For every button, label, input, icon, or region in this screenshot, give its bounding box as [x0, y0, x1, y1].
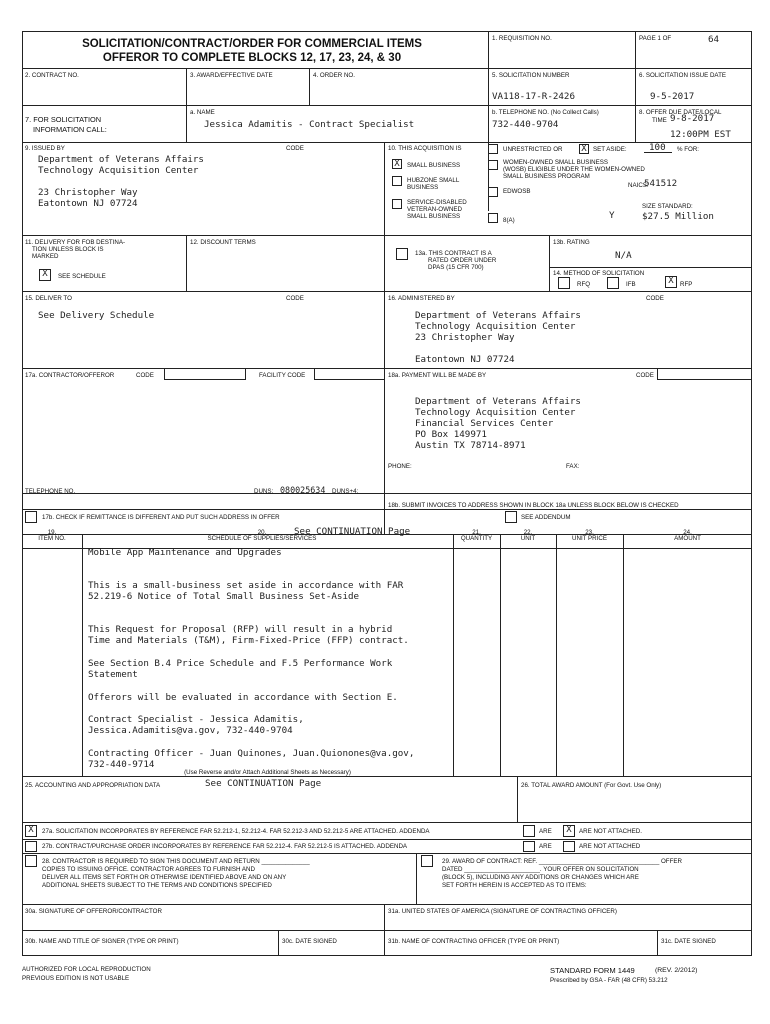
see-schedule-checkbox[interactable]: X — [39, 269, 51, 281]
issue-date-label: 6. SOLICITATION ISSUE DATE — [639, 72, 726, 79]
b27b-checkbox[interactable] — [25, 841, 37, 852]
col19-header: ITEM NO. — [38, 535, 66, 542]
b29-text: SET FORTH HEREIN IS ACCEPTED AS TO ITEMS: — [442, 882, 587, 889]
order-no-label: 4. ORDER NO. — [313, 72, 355, 79]
eight-a-label: 8(A) — [503, 217, 515, 224]
b27b-label: 27b. CONTRACT/PURCHASE ORDER INCORPORATES BY REFERENCE FAR 52.212-4. FAR 52.212-5 IS ATTACHED. ADDENDA — [42, 843, 408, 850]
sdvosb-label: SMALL BUSINESS — [407, 213, 461, 220]
rated-label: RATED ORDER UNDER — [428, 257, 497, 264]
sf1449-form — [22, 31, 752, 956]
code-label: CODE — [646, 295, 664, 302]
b27a-label: 27a. SOLICITATION INCORPORATES BY REFERENCE FAR 52.212-1, 52.212-4. FAR 52.212-3 AND 52.212-5 ARE ATTACHED. ADDENDA — [42, 828, 430, 835]
col24-num: 24. — [683, 529, 692, 536]
b27b-are-checkbox[interactable] — [523, 841, 535, 852]
requisition-label: 1. REQUISITION NO. — [492, 35, 552, 42]
b28-text: 28. CONTRACTOR IS REQUIRED TO SIGN THIS DOCUMENT AND RETURN ______________ — [42, 858, 310, 865]
hubzone-label: HUBZONE SMALL — [407, 177, 460, 184]
name-label: a. NAME — [190, 109, 215, 116]
acquisition-label: 10. THIS ACQUISITION IS — [388, 145, 462, 152]
rfp-label: RFP — [680, 281, 693, 288]
rule — [416, 853, 417, 904]
b28-text: COPIES TO ISSUING OFFICE. CONTRACTOR AGREES TO FURNISH AND — [42, 866, 255, 873]
rule — [22, 853, 752, 854]
rated-order-checkbox[interactable] — [396, 248, 408, 260]
item-description — [88, 547, 508, 770]
item-paragraph: Offerors will be evaluated in accordance with Section E. — [88, 692, 398, 703]
offer-due-date: 9-8-2017 — [670, 113, 715, 124]
edwosb-label: EDWOSB — [503, 188, 531, 195]
issue-date: 9-5-2017 — [650, 91, 695, 102]
see-schedule-label: SEE SCHEDULE — [58, 273, 106, 280]
rule — [635, 105, 636, 142]
delivery-label: 11. DELIVERY FOR FOB DESTINA- — [25, 239, 126, 246]
rule — [22, 955, 752, 956]
rule — [186, 68, 187, 105]
offer-due-time: 12:00PM EST — [670, 129, 731, 140]
rule — [22, 822, 752, 823]
col20-value: See CONTINUATION Page — [294, 526, 411, 537]
item-paragraph: Mobile App Maintenance and Upgrades — [88, 547, 282, 558]
contact-name: Jessica Adamitis - Contract Specialist — [204, 119, 415, 130]
set-aside-label: SET ASIDE: — [593, 146, 627, 153]
see-addendum-checkbox[interactable] — [505, 511, 517, 523]
rule — [22, 235, 752, 236]
set-aside-pct: 100 — [649, 142, 666, 153]
page-total: 64 — [708, 34, 720, 45]
rule — [309, 68, 310, 105]
rule — [623, 534, 624, 776]
contract-no-label: 2. CONTRACT NO. — [25, 72, 79, 79]
award-date-label: 3. AWARD/EFFECTIVE DATE — [190, 72, 273, 79]
payment-code-box[interactable] — [657, 368, 752, 380]
are-label: ARE — [539, 843, 552, 850]
contact-phone: 732-440-9704 — [492, 119, 559, 130]
rule — [82, 534, 83, 776]
col22-header: UNIT — [520, 535, 536, 542]
rule — [549, 235, 550, 291]
co-name-label: 31b. NAME OF CONTRACTING OFFICER (TYPE OR PRINT) — [388, 938, 560, 945]
b27a-checkbox[interactable]: X — [25, 825, 37, 837]
rule — [488, 31, 489, 211]
sig-co-label: 31a. UNITED STATES OF AMERICA (SIGNATURE OF CONTRACTING OFFICER) — [388, 908, 617, 915]
are-not-label: ARE NOT ATTACHED. — [579, 828, 642, 835]
accounting-value: See CONTINUATION Page — [205, 778, 322, 789]
rating-value: N/A — [615, 250, 632, 261]
rating-label: 13b. RATING — [553, 239, 590, 246]
b29-checkbox[interactable] — [421, 855, 433, 867]
accounting-label: 25. ACCOUNTING AND APPROPRIATION DATA — [25, 782, 161, 789]
rfq-checkbox[interactable] — [558, 277, 570, 289]
size-std-label: SIZE STANDARD: — [642, 203, 693, 210]
administered-line: Eatontown NJ 07724 — [415, 354, 515, 365]
sdvosb-checkbox[interactable] — [392, 199, 402, 209]
duns4-label: DUNS+4: — [332, 488, 359, 495]
solicitation-no: VA118-17-R-2426 — [492, 91, 575, 102]
b29-text: DATED ______________________. YOUR OFFER ON SOLICITATION — [442, 866, 639, 873]
payment-line: Financial Services Center — [415, 418, 554, 429]
b27b-not-attached-checkbox[interactable] — [563, 841, 575, 852]
footer-authorized: AUTHORIZED FOR LOCAL REPRODUCTION — [22, 966, 151, 973]
rule — [657, 930, 658, 956]
issued-by-label: 9. ISSUED BY — [25, 145, 65, 152]
issued-by-line: Department of Veterans Affairs — [38, 154, 204, 165]
b29-text: 29. AWARD OF CONTRACT: REF. ___________________________________ OFFER — [442, 858, 682, 865]
eight-a-checkbox[interactable] — [488, 213, 498, 223]
naics-code: 541512 — [644, 178, 678, 189]
footer-previous: PREVIOUS EDITION IS NOT USABLE — [22, 975, 130, 982]
size-std: $27.5 Million — [642, 211, 714, 222]
col22-num: 22. — [523, 529, 533, 536]
edwosb-checkbox[interactable] — [488, 187, 498, 197]
rule — [22, 904, 752, 905]
code-label: CODE — [636, 372, 654, 379]
item-paragraph: Contract Specialist - Jessica Adamitis, Jessica.Adamitis@va.gov, 732-440-9704 — [88, 714, 304, 736]
page-label: PAGE 1 OF — [639, 35, 672, 42]
facility-code-box[interactable] — [314, 368, 384, 380]
method-label: 14. METHOD OF SOLICITATION — [553, 270, 645, 277]
rated-label: DPAS (15 CFR 700) — [428, 264, 484, 271]
item-paragraph: Contracting Officer - Juan Quinones, Juan.Quionones@va.gov, 732-440-9714 — [88, 748, 415, 770]
code-label: CODE — [136, 372, 154, 379]
hubzone-label: BUSINESS — [407, 184, 439, 191]
unrestricted-checkbox[interactable] — [488, 144, 498, 154]
rule — [186, 105, 187, 142]
phone-label: b. TELEPHONE NO. (No Collect Calls) — [492, 109, 599, 116]
wosb-label: (WOSB) ELIGIBLE UNDER THE WOMEN-OWNED — [503, 166, 645, 173]
rule — [22, 493, 384, 494]
phone-label: PHONE: — [388, 463, 412, 470]
hubzone-checkbox[interactable] — [392, 176, 402, 186]
sig-offeror-label: 30a. SIGNATURE OF OFFEROR/CONTRACTOR — [25, 908, 162, 915]
footer-form-name: STANDARD FORM 1449 — [550, 966, 635, 975]
item-paragraph: This is a small-business set aside in accordance with FAR 52.219-6 Notice of Total Small Business Set-Aside — [88, 580, 404, 602]
rule — [278, 930, 279, 956]
rfq-label: RFQ — [577, 281, 591, 288]
col23-num: 23. — [585, 529, 594, 536]
payment-label: 18a. PAYMENT WILL BE MADE BY — [388, 372, 487, 379]
rule — [517, 776, 518, 822]
rfp-checkbox[interactable]: X — [665, 276, 677, 288]
telephone-label: TELEPHONE NO. — [25, 488, 76, 495]
administered-line: 23 Christopher Way — [415, 332, 515, 343]
rule — [22, 930, 752, 931]
b28-checkbox[interactable] — [25, 855, 37, 867]
contractor-code-box[interactable] — [164, 368, 246, 380]
facility-code-label: FACILITY CODE — [259, 372, 306, 379]
rule — [22, 105, 752, 106]
b28-text: DELIVER ALL ITEMS SET FORTH OR OTHERWISE IDENTIFIED ABOVE AND ON ANY — [42, 874, 287, 881]
col19-num: 19. — [47, 529, 57, 536]
payment-line: Technology Acquisition Center — [415, 407, 576, 418]
wosb-label: SMALL BUSINESS PROGRAM — [503, 173, 590, 180]
unrestricted-label: UNRESTRICTED OR — [503, 146, 563, 153]
rule — [556, 534, 557, 776]
eight-a-mark: Y — [609, 210, 615, 221]
sdvosb-label: VETERAN-OWNED — [407, 206, 463, 213]
payment-line: PO Box 149971 — [415, 429, 487, 440]
pct-for-label: % FOR: — [677, 146, 700, 153]
remittance-checkbox[interactable] — [25, 511, 37, 523]
fax-label: FAX: — [566, 463, 580, 470]
info-call-label: INFORMATION CALL: — [33, 125, 107, 134]
contractor-label: 17a. CONTRACTOR/OFFEROR — [25, 372, 115, 379]
rated-label: 13a. THIS CONTRACT IS A — [415, 250, 492, 257]
form-title-line1: SOLICITATION/CONTRACT/ORDER FOR COMMERCIAL ITEMS — [82, 38, 422, 50]
rule — [635, 31, 636, 116]
date-signed-label: 30c. DATE SIGNED — [282, 938, 337, 945]
deliver-to-label: 15. DELIVER TO — [25, 295, 72, 302]
item-paragraph: See Section B.4 Price Schedule and F.5 Performance Work Statement — [88, 658, 393, 680]
co-date-label: 31c. DATE SIGNED — [661, 938, 716, 945]
rule — [549, 267, 752, 268]
delivery-label: MARKED — [32, 253, 59, 260]
wosb-checkbox[interactable] — [488, 160, 498, 170]
footer-rev: (REV. 2/2012) — [655, 967, 698, 974]
col21-header: QUANTITY — [460, 535, 493, 542]
small-business-label: SMALL BUSINESS — [407, 162, 461, 169]
sdvosb-label: SERVICE-DISABLED — [407, 199, 467, 206]
col21-num: 21. — [472, 529, 481, 536]
offer-due-label: TIME — [652, 117, 667, 124]
solicitation-no-label: 5. SOLICITATION NUMBER — [492, 72, 570, 79]
form-title-line2: OFFEROR TO COMPLETE BLOCKS 12, 17, 23, 24, & 30 — [102, 52, 402, 64]
issued-by-line: 23 Christopher Way — [38, 187, 138, 198]
col20-num: 20. — [257, 529, 267, 536]
set-aside-checkbox[interactable]: X — [579, 144, 589, 154]
col24-header: AMOUNT — [674, 535, 701, 542]
rule — [384, 142, 385, 534]
payment-line: Department of Veterans Affairs — [415, 396, 581, 407]
total-award-label: 26. TOTAL AWARD AMOUNT (For Govt. Use Only) — [521, 782, 662, 789]
ifb-checkbox[interactable] — [607, 277, 619, 289]
duns-value: 080025634 — [280, 485, 326, 495]
see-addendum-label: SEE ADDENDUM — [521, 514, 571, 521]
wosb-label: WOMEN-OWNED SMALL BUSINESS — [503, 159, 608, 166]
rule — [22, 368, 752, 369]
b29-text: (BLOCK 5), INCLUDING ANY ADDITIONS OR CHANGES WHICH ARE — [442, 874, 639, 881]
rule — [644, 152, 672, 153]
rule — [22, 291, 752, 292]
rule — [22, 839, 752, 840]
b28-text: ADDITIONAL SHEETS SUBJECT TO THE TERMS AND CONDITIONS SPECIFIED — [42, 882, 272, 889]
col20-header: SCHEDULE OF SUPPLIES/SERVICES — [207, 535, 317, 542]
administered-label: 16. ADMINISTERED BY — [388, 295, 455, 302]
reverse-note: (Use Reverse and/or Attach Additional Sheets as Necessary) — [184, 769, 351, 776]
b27a-not-attached-checkbox[interactable]: X — [563, 825, 575, 837]
delivery-label: TION UNLESS BLOCK IS — [32, 246, 104, 253]
code-label: CODE — [286, 295, 304, 302]
offer-due-label: 8. OFFER DUE DATE/LOCAL — [639, 109, 722, 116]
col23-header: UNIT PRICE — [572, 535, 607, 542]
ifb-label: IFB — [626, 281, 636, 288]
small-business-checkbox[interactable]: X — [392, 159, 402, 169]
b27a-are-checkbox[interactable] — [523, 825, 535, 837]
invoice-label: 18b. SUBMIT INVOICES TO ADDRESS SHOWN IN BLOCK 18a UNLESS BLOCK BELOW IS CHECKED — [388, 502, 679, 509]
deliver-to: See Delivery Schedule — [38, 310, 155, 321]
signer-name-label: 30b. NAME AND TITLE OF SIGNER (TYPE OR PRINT) — [25, 938, 179, 945]
rule — [22, 68, 752, 69]
naics-label: NAICS: — [628, 182, 649, 189]
rule — [22, 776, 752, 777]
code-label: CODE — [286, 145, 304, 152]
duns-label: DUNS: — [254, 488, 274, 495]
are-label: ARE — [539, 828, 552, 835]
info-call-label: 7. FOR SOLICITATION — [25, 115, 102, 124]
administered-line: Technology Acquisition Center — [415, 321, 576, 332]
issued-by-line: Technology Acquisition Center — [38, 165, 199, 176]
are-not-label: ARE NOT ATTACHED — [579, 843, 641, 850]
footer-prescribed: Prescribed by GSA - FAR (48 CFR) 53.212 — [550, 977, 668, 984]
item-paragraph: This Request for Proposal (RFP) will result in a hybrid Time and Materials (T&M), Firm-Fixed-Price (FFP) contract. — [88, 624, 409, 646]
rule — [22, 142, 752, 143]
administered-line: Department of Veterans Affairs — [415, 310, 581, 321]
issued-by-line: Eatontown NJ 07724 — [38, 198, 138, 209]
rule — [22, 31, 752, 32]
remittance-label: 17b. CHECK IF REMITTANCE IS DIFFERENT AND PUT SUCH ADDRESS IN OFFER — [42, 514, 280, 521]
rule — [186, 235, 187, 291]
discount-label: 12. DISCOUNT TERMS — [190, 239, 256, 246]
rule — [384, 493, 752, 494]
payment-line: Austin TX 78714-8971 — [415, 440, 526, 451]
